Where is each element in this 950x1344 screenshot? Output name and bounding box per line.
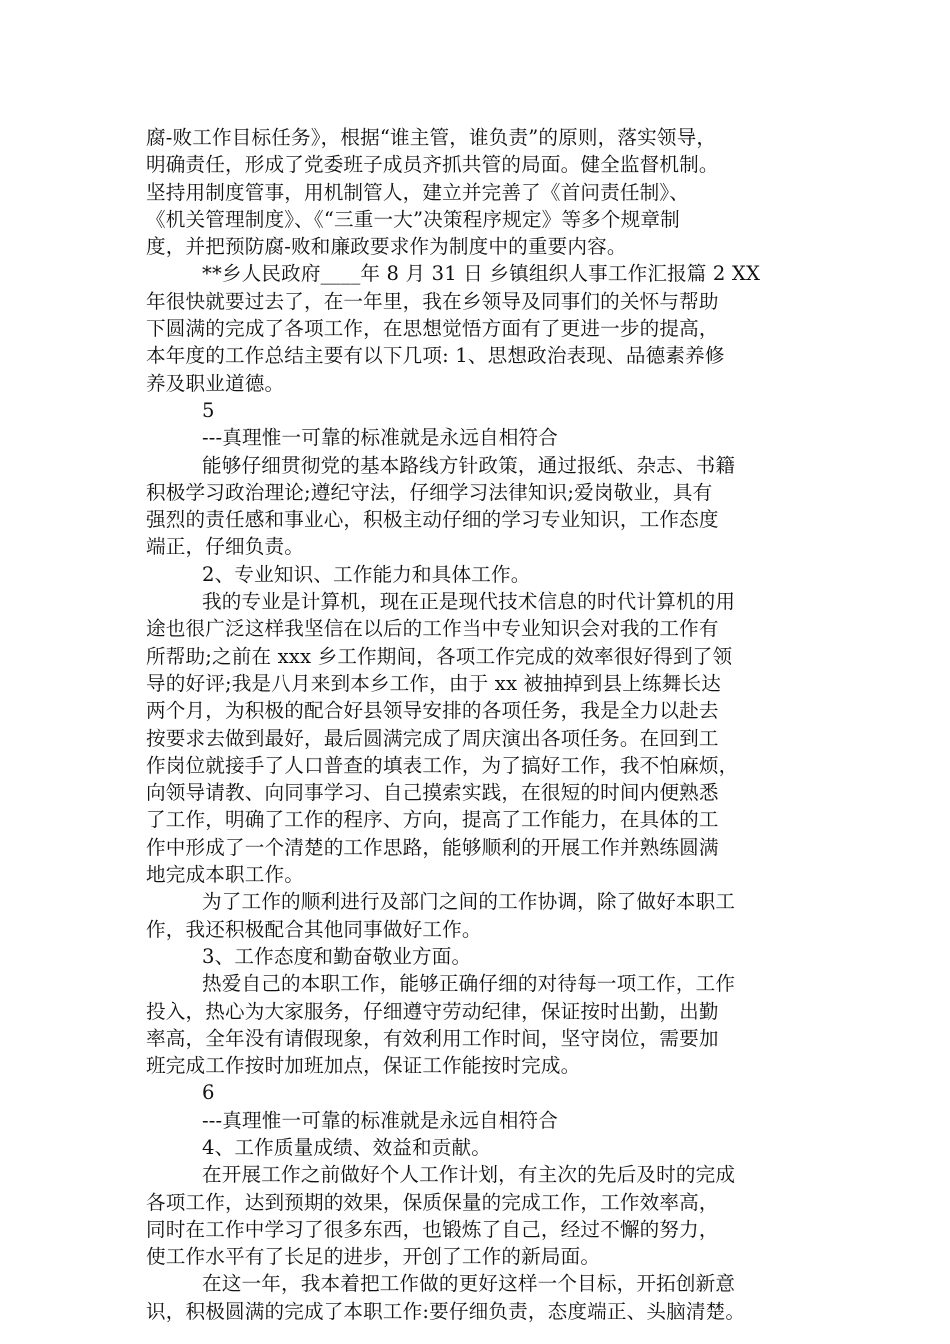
text-line: 率高，全年没有请假现象，有效利用工作时间，坚守岗位，需要加: [146, 1026, 719, 1050]
text-line: 4、工作质量成绩、效益和贡献。: [202, 1135, 492, 1159]
text-line: 投入，热心为大家服务，仔细遵守劳动纪律，保证按时出勤，出勤: [146, 999, 719, 1023]
text-line: 腐-败工作目标任务》，根据“谁主管，谁负责”的原则，落实领导，: [146, 126, 717, 149]
text-line: 热爱自己的本职工作，能够正确仔细的对待每一项工作，工作: [202, 972, 736, 996]
text-line: 了工作，明确了工作的程序、方向，提高了工作能力，在具体的工: [146, 808, 719, 832]
text-line: 强烈的责任感和事业心，积极主动仔细的学习专业知识，工作态度: [146, 508, 719, 532]
text-line: 我的专业是计算机，现在正是现代技术信息的时代计算机的用: [202, 590, 736, 614]
document-page: [146, 124, 826, 1325]
text-line: 6: [202, 1081, 215, 1105]
text-line: 年很快就要过去了，在一年里，我在乡领导及同事们的关怀与帮助: [146, 289, 719, 313]
text-line: 在这一年，我本着把工作做的更好这样一个目标，开拓创新意: [202, 1272, 736, 1296]
text-line: **乡人民政府____年 8 月 31 日 乡镇组织人事工作汇报篇 2 XX: [202, 262, 761, 286]
text-line: 班完成工作按时加班加点，保证工作能按时完成。: [146, 1054, 581, 1078]
text-line: 5: [202, 398, 215, 422]
text-line: 作岗位就接手了人口普查的填表工作，为了搞好工作，我不怕麻烦，: [146, 753, 739, 777]
text-line: 3、工作态度和勤奋敬业方面。: [202, 944, 472, 968]
text-line: 识，积极圆满的完成了本职工作:要仔细负责，态度端正、头脑清楚。: [146, 1299, 746, 1323]
text-line: 2、专业知识、工作能力和具体工作。: [202, 562, 531, 586]
text-line: 下圆满的完成了各项工作，在思想觉悟方面有了更进一步的提高，: [146, 317, 719, 341]
text-line: 两个月，为积极的配合好县领导安排的各项任务，我是全力以赴去: [146, 699, 719, 723]
text-line: 按要求去做到最好，最后圆满完成了周庆演出各项任务。在回到工: [146, 726, 719, 750]
text-line: 能够仔细贯彻党的基本路线方针政策，通过报纸、杂志、书籍: [202, 453, 736, 477]
text-line: 同时在工作中学习了很多东西，也锻炼了自己，经过不懈的努力，: [146, 1217, 719, 1241]
text-line: 端正，仔细负责。: [146, 535, 304, 559]
text-line: 在开展工作之前做好个人工作计划，有主次的先后及时的完成: [202, 1163, 736, 1187]
text-line: 所帮助;之前在 xxx 乡工作期间，各项工作完成的效率很好得到了领: [146, 644, 733, 668]
text-line: 作中形成了一个清楚的工作思路，能够顺利的开展工作并熟练圆满: [146, 835, 719, 859]
text-line: 积极学习政治理论;遵纪守法，仔细学习法律知识;爱岗敬业，具有: [146, 480, 713, 504]
text-line: 途也很广泛这样我坚信在以后的工作当中专业知识会对我的工作有: [146, 617, 719, 641]
text-line: 地完成本职工作。: [146, 863, 304, 887]
text-line: 度，并把预防腐-败和廉政要求作为制度中的重要内容。: [146, 235, 627, 259]
text-line: 本年度的工作总结主要有以下几项: 1、思想政治表现、品德素养修: [146, 344, 725, 368]
text-line: ---真理惟一可靠的标准就是永远自相符合: [202, 426, 558, 450]
text-line: 坚持用制度管事，用机制管人，建立并完善了《首问责任制》、: [146, 180, 690, 204]
text-line: 向领导请教、向同事学习、自己摸索实践，在很短的时间内便熟悉: [146, 781, 719, 805]
text-line: 《机关管理制度》、《“三重一大”决策程序规定》等多个规章制: [146, 207, 680, 231]
text-line: 为了工作的顺利进行及部门之间的工作协调，除了做好本职工: [202, 890, 736, 914]
text-line: 养及职业道德。: [146, 371, 285, 395]
text-line: 作，我还积极配合其他同事做好工作。: [146, 917, 482, 941]
text-line: 使工作水平有了长足的进步，开创了工作的新局面。: [146, 1245, 601, 1269]
text-line: ---真理惟一可靠的标准就是永远自相符合: [202, 1108, 558, 1132]
text-line: 导的好评;我是八月来到本乡工作，由于 xx 被抽掉到县上练舞长达: [146, 671, 721, 695]
text-line: 明确责任，形成了党委班子成员齐抓共管的局面。健全监督机制。: [146, 153, 719, 177]
text-line: 各项工作，达到预期的效果，保质保量的完成工作，工作效率高，: [146, 1190, 719, 1214]
